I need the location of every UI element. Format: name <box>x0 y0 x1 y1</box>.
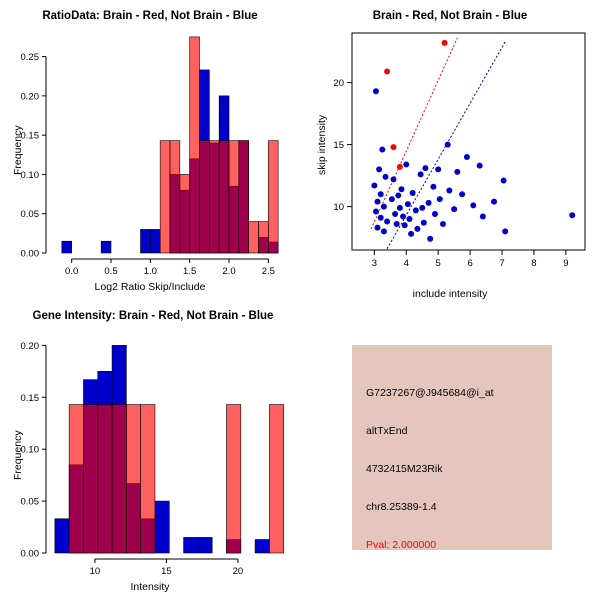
svg-text:10: 10 <box>89 566 101 577</box>
svg-text:0.00: 0.00 <box>20 248 39 260</box>
info-line-gene-symbol: 4732415M23Rik <box>366 463 443 475</box>
svg-text:7: 7 <box>499 258 505 269</box>
svg-text:10: 10 <box>333 202 344 214</box>
gene-histogram-xlabel: Intensity <box>130 581 170 593</box>
ratio-histogram-title: RatioData: Brain - Red, Not Brain - Blue <box>42 10 258 22</box>
svg-text:0.00: 0.00 <box>20 548 39 560</box>
svg-text:3: 3 <box>371 258 377 269</box>
info-line-event-type: altTxEnd <box>366 425 408 437</box>
svg-text:0.25: 0.25 <box>20 52 39 64</box>
scatter-ylabel: skip intensity <box>316 114 328 175</box>
scatter-panel <box>300 0 600 300</box>
info-line-pvalue: Pval: 2.000000 <box>366 539 437 551</box>
gene-histogram-ylabel: Frequency <box>12 430 24 480</box>
svg-text:0.10: 0.10 <box>20 169 39 181</box>
svg-text:0.15: 0.15 <box>20 130 39 142</box>
gene-histogram-panel <box>0 300 300 600</box>
svg-text:15: 15 <box>161 566 172 577</box>
svg-text:8: 8 <box>531 258 537 269</box>
ratio-histogram-panel <box>0 0 300 300</box>
gene-histogram-title: Gene Intensity: Brain - Red, Not Brain - Blue <box>32 310 274 322</box>
svg-text:0.10: 0.10 <box>20 444 39 456</box>
svg-text:20: 20 <box>232 566 244 577</box>
info-line-probe-id: G7237267@J945684@i_at <box>366 387 494 399</box>
svg-text:6: 6 <box>467 258 473 269</box>
svg-text:0.20: 0.20 <box>20 340 39 352</box>
ratio-histogram-plot <box>0 5 300 280</box>
scatter-plot <box>300 5 600 285</box>
svg-text:2.0: 2.0 <box>222 266 236 277</box>
info-line-locus: chr8.25389-1.4 <box>366 501 437 513</box>
svg-text:1.0: 1.0 <box>143 266 157 277</box>
gene-histogram-plot <box>0 305 300 580</box>
probe-info-box <box>352 345 552 550</box>
svg-text:0.5: 0.5 <box>104 266 118 277</box>
svg-text:0.05: 0.05 <box>20 496 39 508</box>
svg-text:0.05: 0.05 <box>20 209 39 221</box>
svg-text:5: 5 <box>435 258 441 269</box>
svg-text:0.15: 0.15 <box>20 392 39 404</box>
svg-text:0.20: 0.20 <box>20 91 39 103</box>
svg-text:1.5: 1.5 <box>183 266 197 277</box>
scatter-title: Brain - Red, Not Brain - Blue <box>372 10 528 22</box>
svg-text:0.0: 0.0 <box>65 266 79 277</box>
scatter-xlabel: include intensity <box>412 288 488 300</box>
svg-text:15: 15 <box>333 140 344 152</box>
ratio-histogram-ylabel: Frequency <box>12 125 24 175</box>
svg-text:4: 4 <box>403 258 409 269</box>
svg-text:9: 9 <box>563 258 569 269</box>
svg-text:20: 20 <box>333 78 344 90</box>
svg-text:2.5: 2.5 <box>261 266 275 277</box>
ratio-histogram-xlabel: Log2 Ratio Skip/Include <box>94 281 206 293</box>
